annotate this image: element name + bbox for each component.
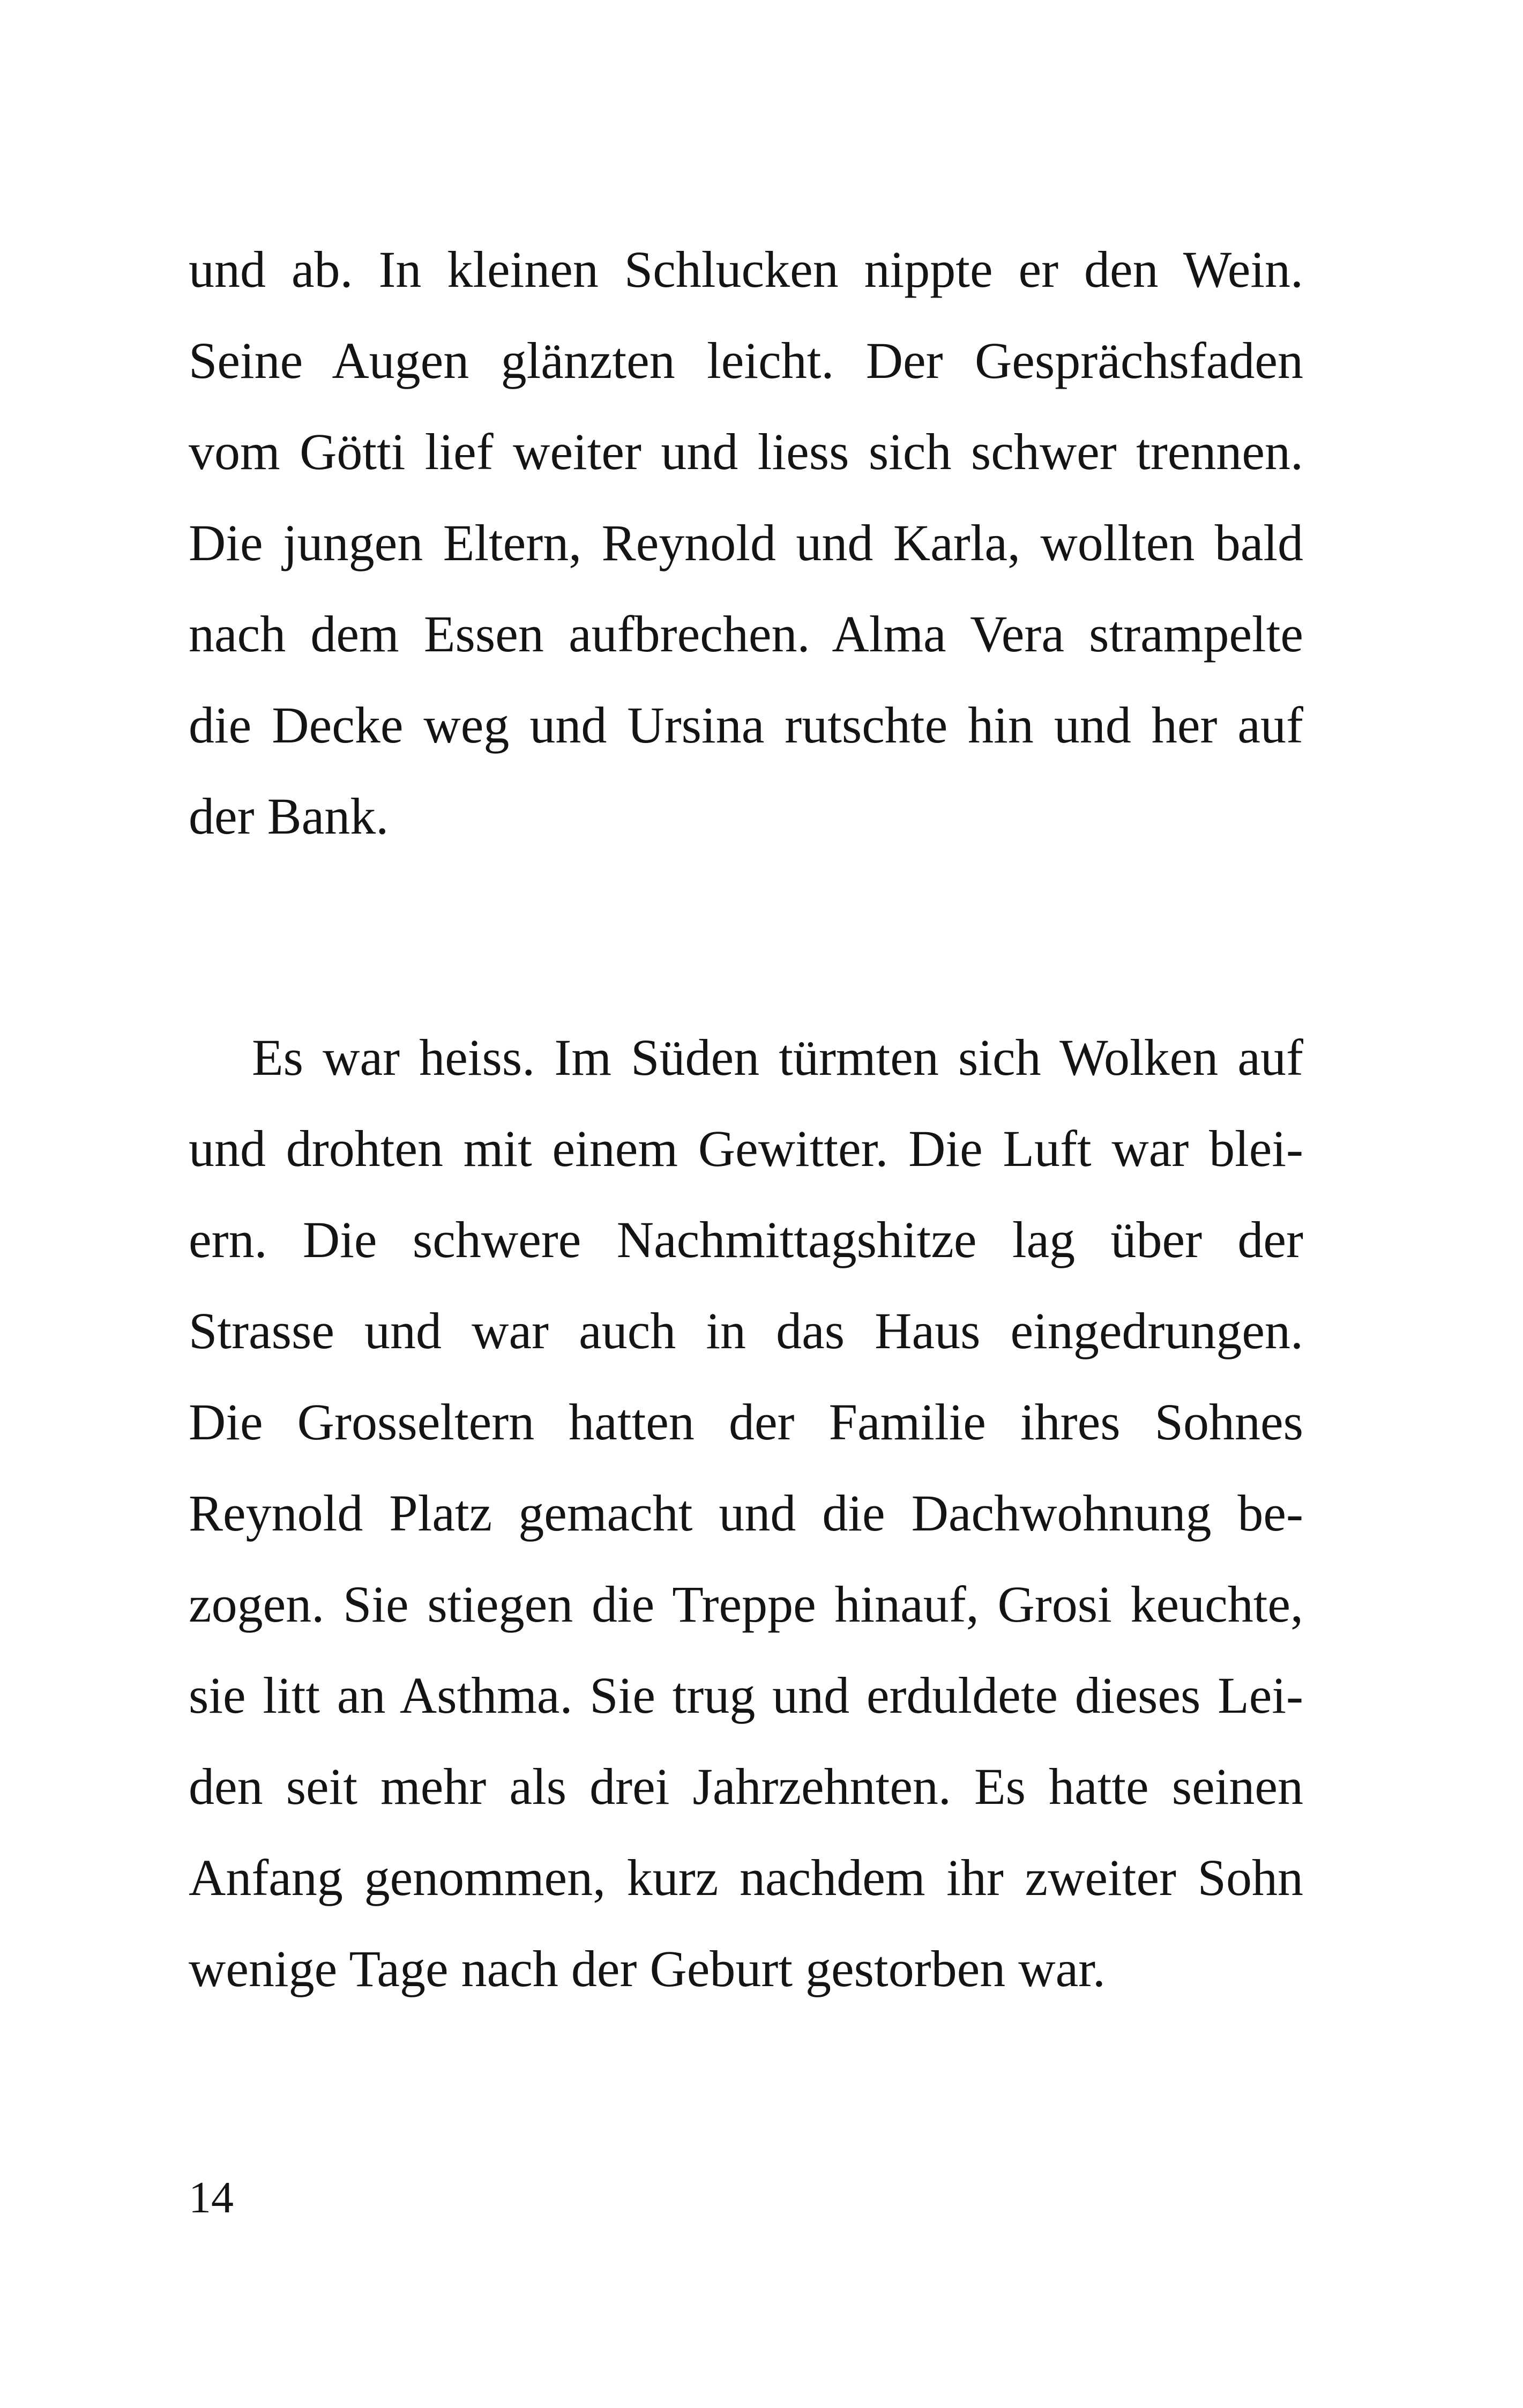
text-line: den seit mehr als drei Jahrzehnten. Es hatte seinen [189, 1758, 1303, 1815]
text-line: der Bank. [189, 787, 389, 845]
paragraph-2 [189, 1012, 1303, 2015]
text-line: die Decke weg und Ursina rutschte hin und her auf [189, 696, 1303, 754]
text-line: vom Götti lief weiter und liess sich schwer trennen. [189, 423, 1303, 480]
text-line: Seine Augen glänzten leicht. Der Gesprächsfaden [189, 332, 1303, 389]
text-line: Die Grosseltern hatten der Familie ihres Sohnes [189, 1393, 1303, 1451]
text-line: Anfang genommen, kurz nachdem ihr zweiter Sohn [189, 1849, 1303, 1906]
text-line: wenige Tage nach der Geburt gestorben war. [189, 1940, 1106, 1997]
text-line: sie litt an Asthma. Sie trug und erduldete dieses Lei- [189, 1667, 1303, 1724]
paragraph-1 [189, 224, 1303, 862]
text-line: zogen. Sie stiegen die Treppe hinauf, Grosi keuchte, [189, 1575, 1303, 1633]
text-line: nach dem Essen aufbrechen. Alma Vera strampelte [189, 605, 1303, 663]
text-line: Es war heiss. Im Süden türmten sich Wolken auf [252, 1029, 1303, 1086]
page-number: 14 [189, 2173, 234, 2223]
text-line: ern. Die schwere Nachmittagshitze lag über der [189, 1211, 1303, 1268]
text-line: und drohten mit einem Gewitter. Die Luft war blei- [189, 1120, 1303, 1177]
text-line: und ab. In kleinen Schlucken nippte er den Wein. [189, 241, 1303, 298]
text-line: Die jungen Eltern, Reynold und Karla, wollten bald [189, 514, 1303, 571]
text-line: Reynold Platz gemacht und die Dachwohnung be- [189, 1484, 1303, 1542]
text-line: Strasse und war auch in das Haus eingedrungen. [189, 1302, 1303, 1359]
